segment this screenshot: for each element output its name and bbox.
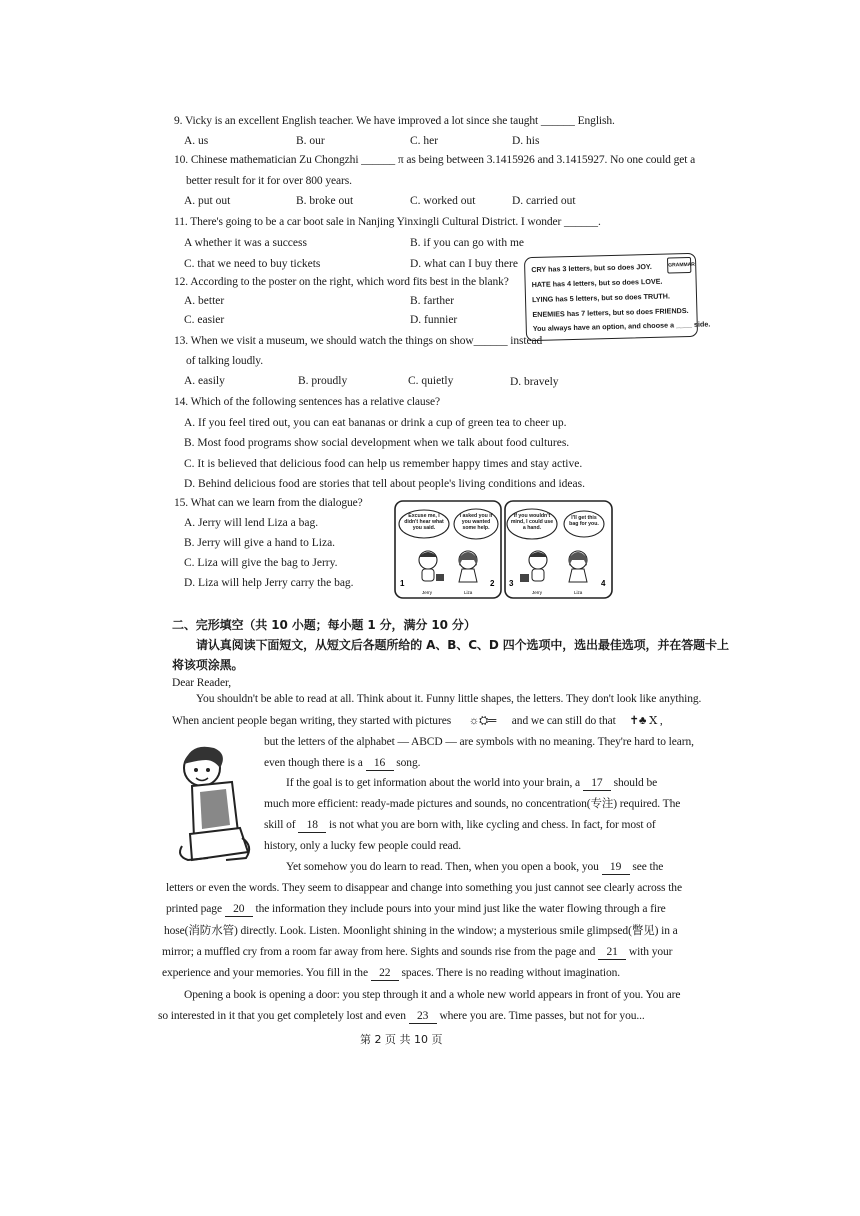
passage-line: [286, 776, 657, 791]
passage-line: Opening a book is opening a door: you step through it and a whole new world appears in front of you. You are: [184, 989, 681, 1001]
q13-option-c: C. quietly: [408, 375, 454, 387]
passage-line: [166, 902, 666, 917]
name-label: Liza: [574, 590, 583, 595]
blank-22[interactable]: 22: [371, 966, 399, 981]
q11-option-d: D. what can I buy there: [410, 258, 518, 270]
q15-option-c: C. Liza will give the bag to Jerry.: [184, 557, 338, 569]
name-label: Jerry: [532, 590, 542, 595]
passage-text: mirror; a muffled cry from a room far away from here. Sights and sounds rise from the page and: [162, 946, 596, 958]
q12-option-d: D. funnier: [410, 314, 458, 326]
q10-stem: 10. Chinese mathematician Zu Chongzhi ______ π as being between 3.1415926 and 3.1415927. No one could get a: [174, 154, 696, 166]
passage-text: where you are. Time passes, but not for you...: [439, 1010, 645, 1022]
passage-line: You shouldn't be able to read at all. Think about it. Funny little shapes, the letters. They don't look like anything.: [196, 693, 702, 705]
q13-stem: 13. When we visit a museum, we should watch the things on show______ instead: [174, 335, 543, 347]
passage-line: [172, 714, 663, 728]
bubble-3: If you wouldn't mind, I could use a hand.: [510, 513, 554, 531]
q9-option-b: B. our: [296, 135, 325, 147]
passage-line: but the letters of the alphabet — ABCD — are symbols with no meaning. They're hard to learn,: [264, 736, 694, 748]
name-label: Jerry: [422, 590, 432, 595]
blank-19[interactable]: 19: [602, 860, 630, 875]
section-instruction-cont: 将该项涂黑。: [172, 658, 244, 672]
passage-line: [264, 756, 420, 771]
bubble-2: I asked you if you wanted some help.: [459, 513, 493, 531]
bubble-1: Excuse me, I didn't hear what you said.: [404, 513, 444, 531]
q14-stem: 14. Which of the following sentences has a relative clause?: [174, 396, 440, 408]
passage-line: history, only a lucky few people could read.: [264, 840, 462, 852]
q15-stem: 15. What can we learn from the dialogue?: [174, 497, 363, 509]
poster-line: ENEMIES has 7 letters, but so does FRIENDS.: [532, 305, 689, 320]
q11-stem: 11. There's going to be a car boot sale in Nanjing Yinxingli Cultural District. I wonder ______.: [174, 216, 601, 228]
q11-option-b: B. if you can go with me: [410, 237, 525, 249]
panel-number: 3: [509, 579, 514, 588]
q11-option-a: A whether it was a success: [184, 237, 307, 249]
passage-line: much more efficient: ready-made pictures and sounds, no concentration(专注) required. The: [264, 798, 681, 810]
grammar-poster: [524, 253, 711, 341]
passage-text: spaces. There is no reading without imagination.: [401, 967, 621, 979]
passage-text: the information they include pours into your mind just like the water flowing through a fire: [255, 903, 666, 915]
q10-option-b: B. broke out: [296, 195, 354, 207]
q13-option-b: B. proudly: [298, 375, 348, 387]
passage-text: so interested in it that you get completely lost and even: [158, 1010, 406, 1022]
q10-stem-cont: better result for it for over 800 years.: [186, 175, 352, 187]
boy-reading-icon: [172, 742, 258, 864]
passage-text: even though there is a: [264, 757, 363, 769]
q10-option-d: D. carried out: [512, 195, 576, 207]
passage-text: is not what you are born with, like cycling and chess. In fact, for most of: [329, 819, 656, 831]
panel-number: 1: [400, 579, 405, 588]
q12-stem: 12. According to the poster on the right, which word fits best in the blank?: [174, 276, 509, 288]
dialogue-comic: [394, 500, 614, 600]
passage-text: should be: [613, 777, 658, 789]
panel-number: 4: [601, 579, 606, 588]
picture-glyphs-icon: ☼⛭═: [468, 715, 497, 727]
passage-text: see the: [632, 861, 664, 873]
q13-option-a: A. easily: [184, 375, 225, 387]
q9-option-a: A. us: [184, 135, 209, 147]
page-footer: 第 2 页 共 10 页: [360, 1033, 443, 1046]
q15-option-d: D. Liza will help Jerry carry the bag.: [184, 577, 354, 589]
passage-text: Yet somehow you do learn to read. Then, when you open a book, you: [286, 861, 599, 873]
section-heading: 二、完形填空（共 10 小题；每小题 1 分，满分 10 分）: [172, 618, 476, 632]
blank-16[interactable]: 16: [366, 756, 394, 771]
q15-option-b: B. Jerry will give a hand to Liza.: [184, 537, 336, 549]
passage-line: [286, 860, 663, 875]
q14-option-b: B. Most food programs show social development when we talk about food cultures.: [184, 437, 570, 449]
q10-option-a: A. put out: [184, 195, 231, 207]
q14-option-c: C. It is believed that delicious food can help us remember happy times and stay active.: [184, 458, 583, 470]
q14-option-a: A. If you feel tired out, you can eat bananas or drink a cup of green tea to cheer up.: [184, 417, 567, 429]
q9-option-c: C. her: [410, 135, 439, 147]
q9-option-d: D. his: [512, 135, 540, 147]
poster-tag: GRAMMAR: [667, 257, 691, 274]
passage-text: If the goal is to get information about the world into your brain, a: [286, 777, 581, 789]
poster-line: LYING has 5 letters, but so does TRUTH.: [531, 291, 671, 305]
poster-line: HATE has 4 letters, but so does LOVE.: [531, 276, 663, 290]
passage-text: printed page: [166, 903, 222, 915]
name-label: Liza: [464, 590, 473, 595]
blank-23[interactable]: 23: [409, 1009, 437, 1024]
passage-line: letters or even the words. They seem to disappear and change into something you just cannot see clearly across the: [166, 882, 682, 894]
passage-text: skill of: [264, 819, 296, 831]
passage-text: song.: [396, 757, 421, 769]
q9-stem: 9. Vicky is an excellent English teacher. We have improved a lot since she taught ______ English.: [174, 115, 615, 127]
passage-text: and we can still do that: [511, 715, 616, 727]
passage-line: [158, 1009, 645, 1024]
q11-option-c: C. that we need to buy tickets: [184, 258, 321, 270]
picture-glyphs-icon: ✝♣ Ⅹ ,: [629, 715, 663, 727]
blank-20[interactable]: 20: [225, 902, 253, 917]
passage-line: [162, 945, 672, 960]
q12-option-c: C. easier: [184, 314, 225, 326]
passage-text: When ancient people began writing, they started with pictures: [172, 715, 452, 727]
section-instruction: 请认真阅读下面短文，从短文后各题所给的 A、B、C、D 四个选项中，选出最佳选项，并在答题卡上: [196, 638, 729, 652]
poster-line: CRY has 3 letters, but so does JOY.: [531, 261, 652, 275]
blank-21[interactable]: 21: [598, 945, 626, 960]
passage-text: experience and your memories. You fill in the: [162, 967, 368, 979]
jerry-figure-icon: [520, 551, 547, 582]
passage-line: [264, 818, 656, 833]
liza-figure-icon: [459, 551, 477, 582]
blank-17[interactable]: 17: [583, 776, 611, 791]
poster-line: You always have an option, and choose a ____ side.: [532, 319, 711, 334]
passage-text: with your: [628, 946, 673, 958]
q15-option-a: A. Jerry will lend Liza a bag.: [184, 517, 319, 529]
q14-option-d: D. Behind delicious food are stories that tell about people's living conditions and ideas.: [184, 478, 585, 490]
q10-option-c: C. worked out: [410, 195, 476, 207]
q12-option-b: B. farther: [410, 295, 455, 307]
q12-option-a: A. better: [184, 295, 225, 307]
salutation: Dear Reader,: [172, 677, 231, 689]
passage-line: hose(消防水管) directly. Look. Listen. Moonlight shining in the window; a mysterious smile glimpsed(瞥见) in a: [164, 925, 678, 937]
q13-stem-cont: of talking loudly.: [186, 355, 263, 367]
bubble-4: I'll get this bag for you.: [569, 515, 599, 527]
liza-figure-icon: [569, 551, 587, 582]
q13-option-d: D. bravely: [510, 376, 559, 388]
panel-number: 2: [490, 579, 495, 588]
passage-line: [162, 966, 620, 981]
blank-18[interactable]: 18: [298, 818, 326, 833]
jerry-figure-icon: [419, 551, 444, 581]
